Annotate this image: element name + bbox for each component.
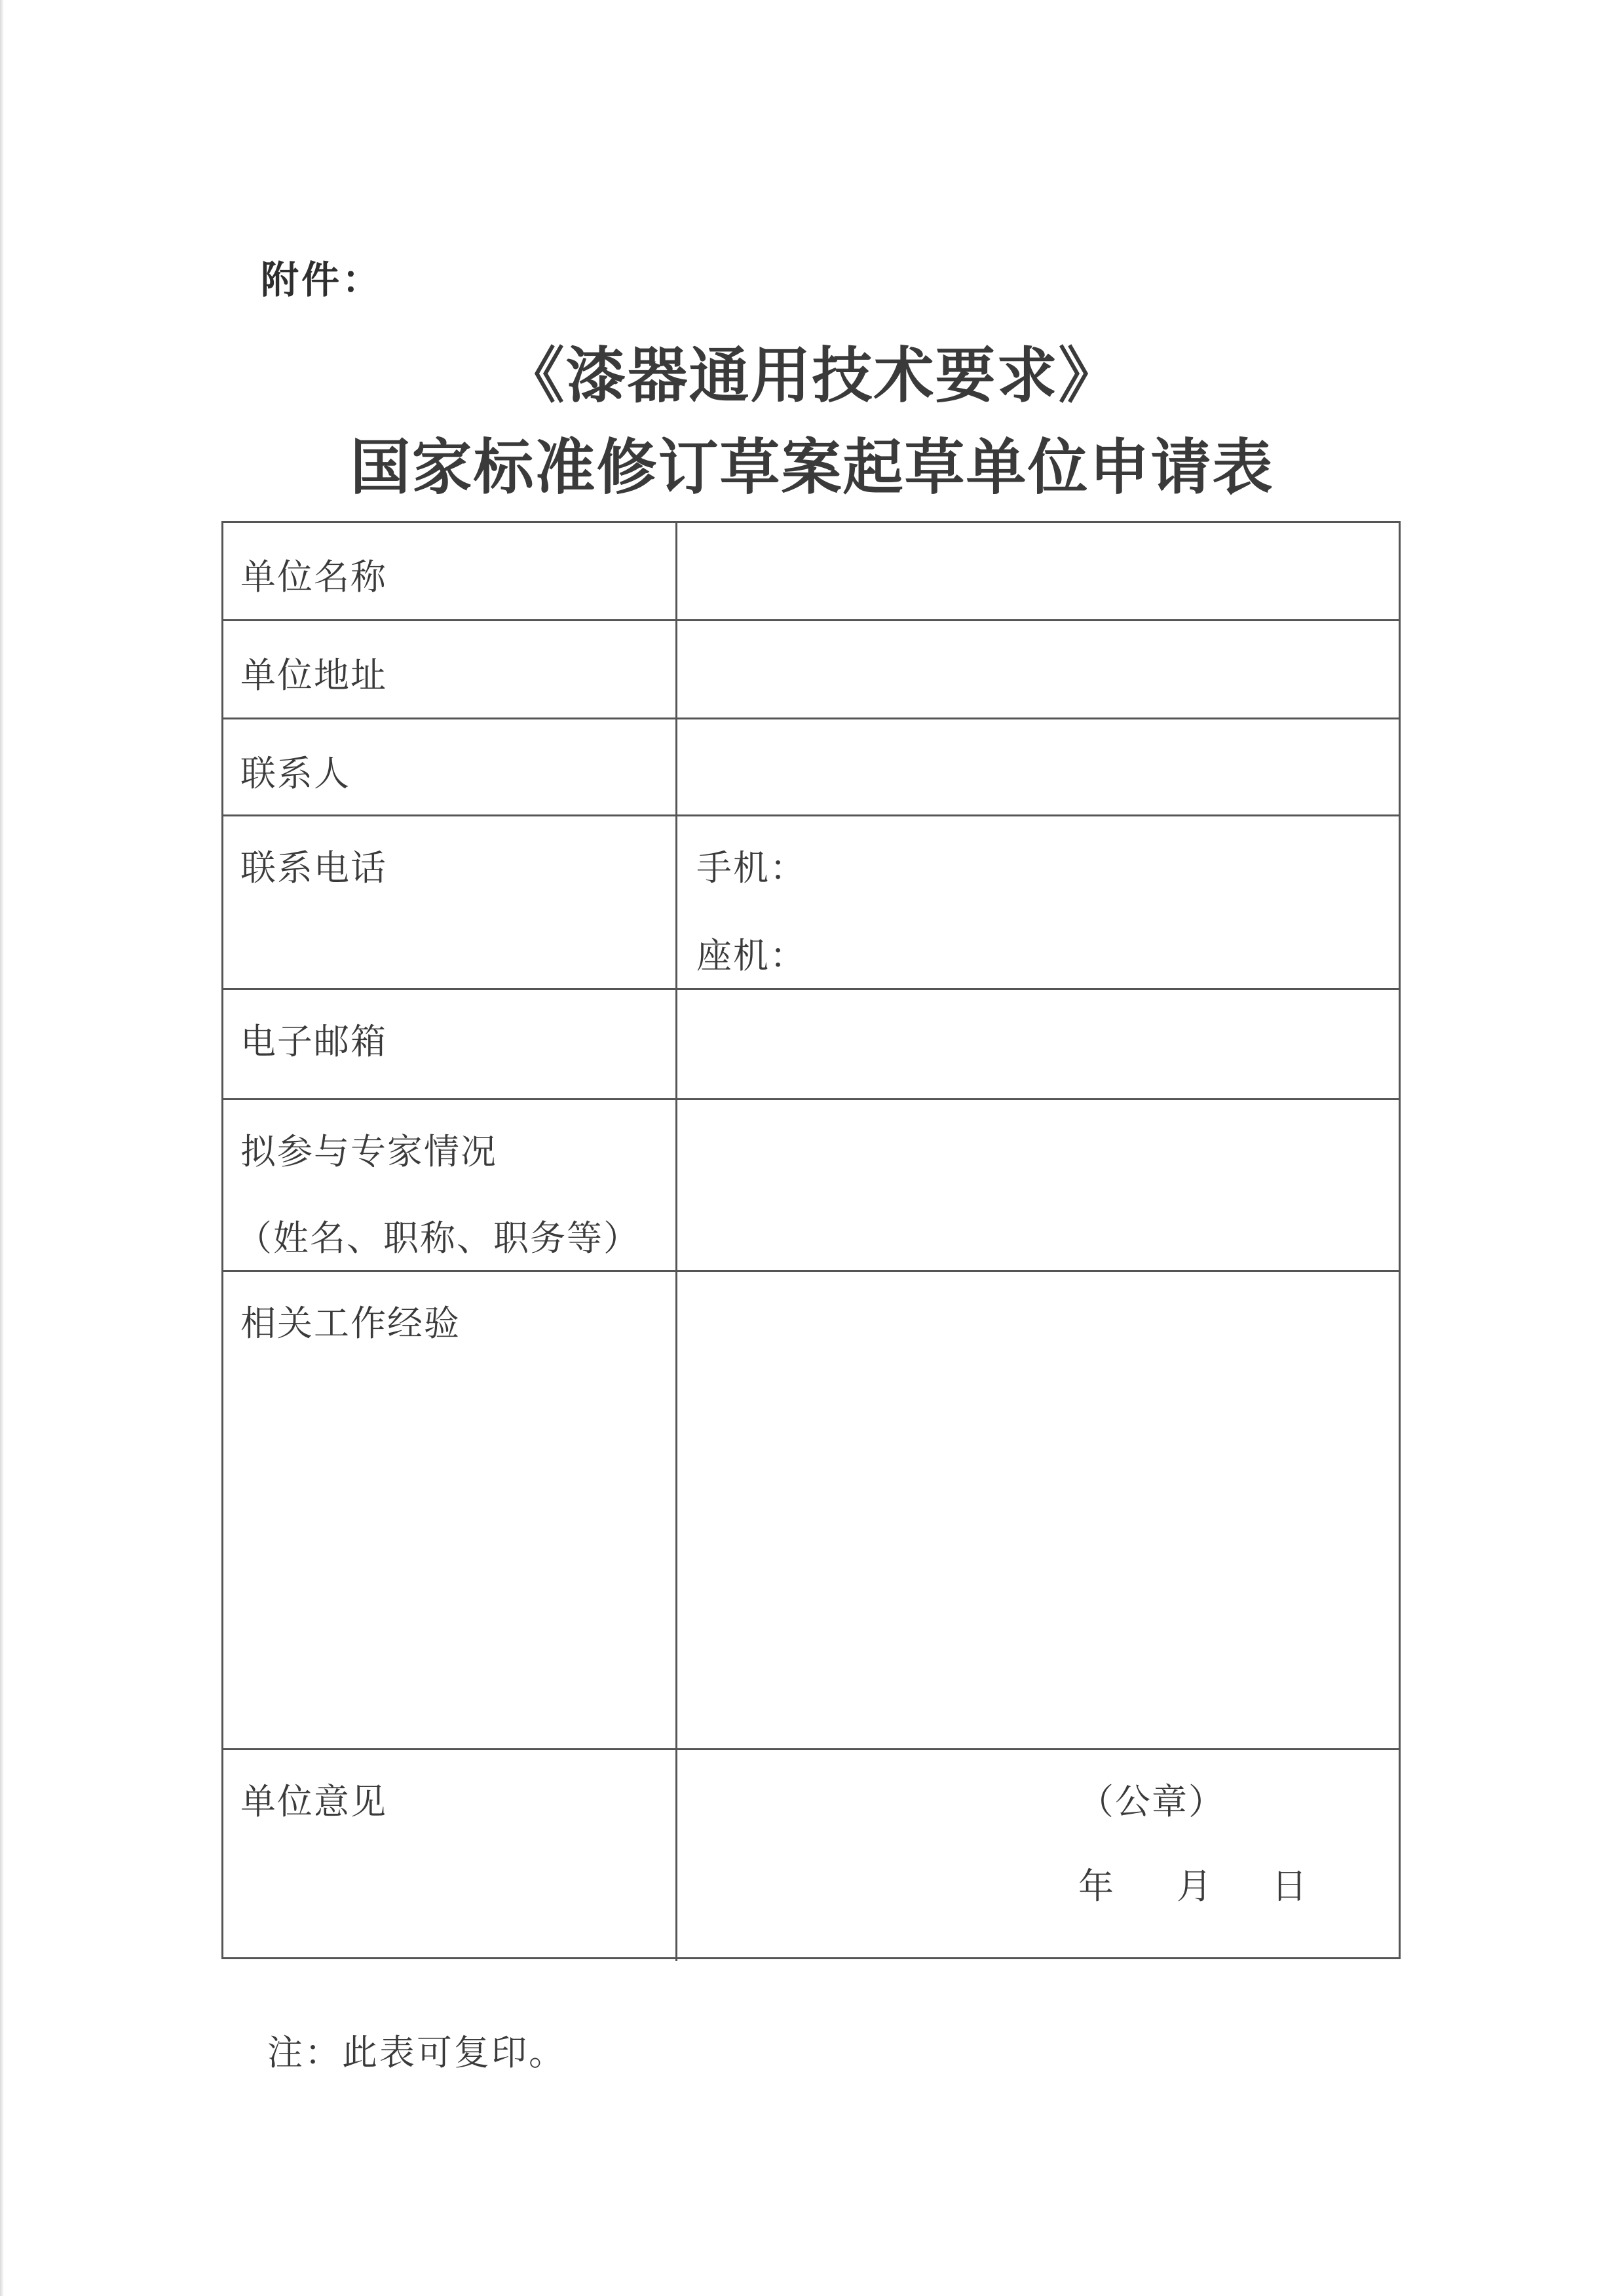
unit-opinion-label: 单位意见 [240,1781,387,1822]
official-seal-label: （公章） [1078,1781,1225,1822]
column-divider [675,990,677,1098]
column-divider [675,523,677,619]
contact-phone-label: 联系电话 [240,847,387,889]
mobile-phone-label[interactable]: 手机： [696,847,806,889]
row-experts [223,1100,1399,1272]
column-divider [675,621,677,718]
email-label: 电子邮箱 [240,1021,387,1062]
work-experience-label: 相关工作经验 [240,1303,461,1344]
experts-label: 拟参与专家情况 [240,1131,497,1172]
row-contact-person [223,719,1399,816]
date-year-label: 年 [1078,1866,1115,1907]
row-unit-opinion [223,1750,1399,1961]
landline-phone-label[interactable]: 座机： [696,935,806,976]
column-divider [675,719,677,814]
attachment-label: 附件： [261,258,383,302]
column-divider [675,1272,677,1748]
unit-name-label: 单位名称 [240,556,387,598]
document-title-line1: 《漆器通用技术要求》 [504,340,1120,411]
row-work-experience [223,1272,1399,1750]
column-divider [675,1750,677,1961]
application-form-table [221,521,1401,1959]
unit-address-label: 单位地址 [240,655,387,696]
date-month-label: 月 [1177,1866,1213,1907]
document-title-line2: 国家标准修订草案起草单位申请表 [350,432,1274,503]
column-divider [675,816,677,988]
experts-label-note: （姓名、职称、职务等） [236,1217,640,1259]
column-divider [675,1100,677,1270]
date-day-label: 日 [1272,1866,1308,1907]
row-email [223,990,1399,1100]
row-unit-name [223,523,1399,621]
footnote: 注：此表可复印。 [267,2032,566,2073]
row-unit-address [223,621,1399,719]
row-contact-phone [223,816,1399,990]
contact-person-label: 联系人 [240,753,350,794]
